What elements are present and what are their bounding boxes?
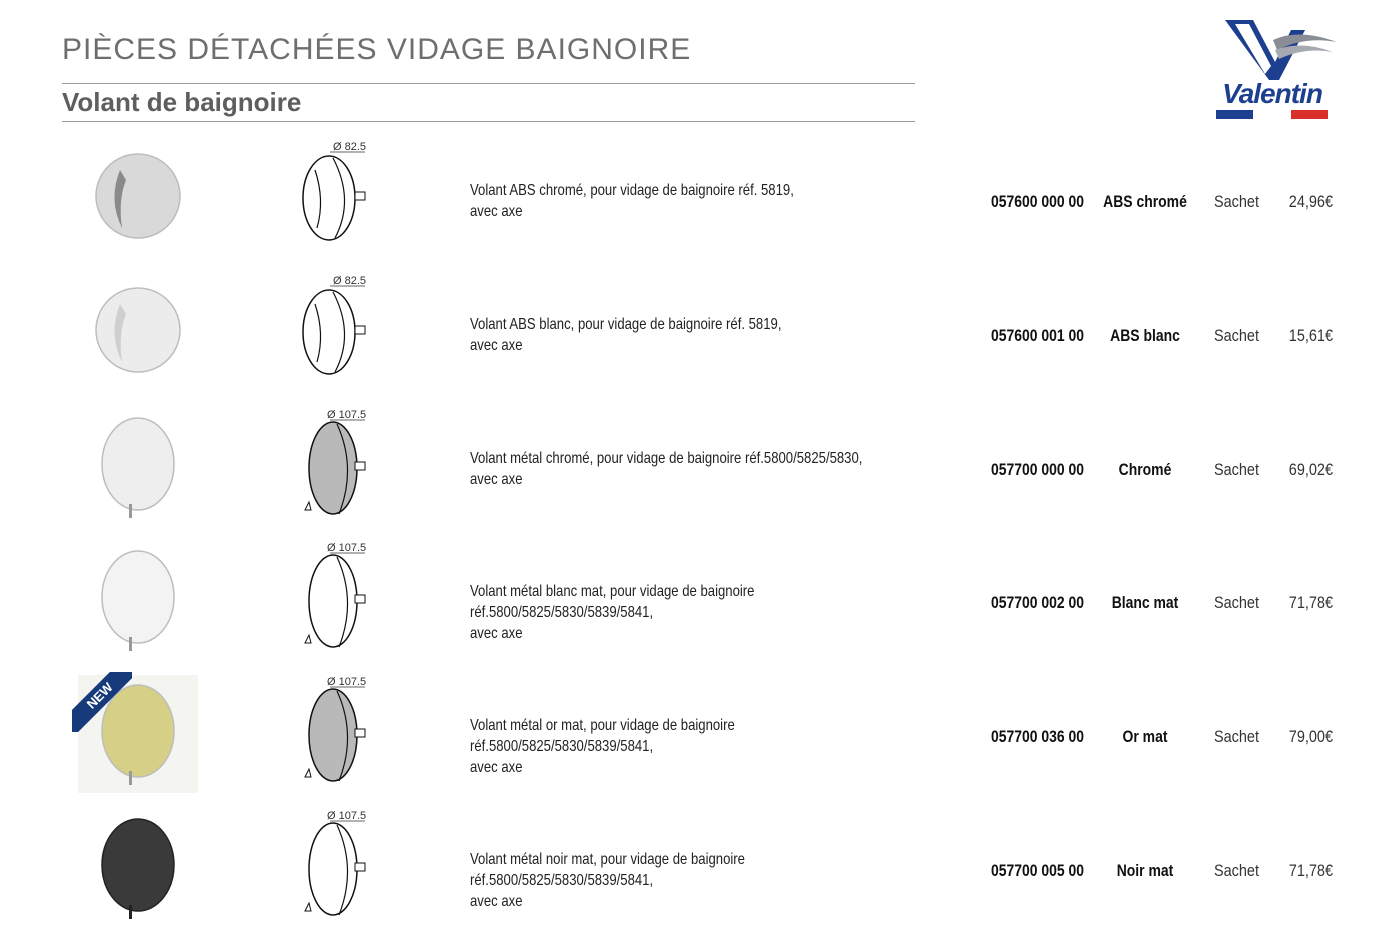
- product-description-line1: Volant métal chromé, pour vidage de baignoire réf.5800/5825/5830,: [470, 450, 863, 467]
- product-reference: 057700 000 00: [991, 460, 1085, 479]
- subtitle-divider: [62, 121, 915, 122]
- product-description: [470, 314, 880, 356]
- product-description: [470, 715, 880, 778]
- product-finish: Noir mat: [1116, 861, 1174, 880]
- product-finish: Blanc mat: [1111, 593, 1179, 612]
- product-description-line1: Volant ABS chromé, pour vidage de baignoire réf. 5819,: [470, 182, 794, 199]
- product-packaging: Sachet: [1214, 192, 1259, 211]
- dimension-label: Ø 107.5: [327, 542, 367, 554]
- technical-drawing: [285, 408, 385, 538]
- product-packaging: Sachet: [1214, 326, 1259, 345]
- product-row: [0, 274, 1399, 408]
- product-reference: 057600 000 00: [991, 192, 1085, 211]
- dimension-label: Ø 82.5: [333, 275, 367, 287]
- technical-drawing: [285, 140, 385, 270]
- product-row: [0, 408, 1399, 542]
- product-finish: Or mat: [1122, 727, 1168, 746]
- product-price: 15,61€: [1288, 326, 1333, 345]
- new-badge-label: NEW: [72, 672, 132, 732]
- product-packaging: Sachet: [1214, 460, 1259, 479]
- product-price: 71,78€: [1288, 593, 1333, 612]
- product-packaging: Sachet: [1214, 861, 1259, 880]
- page-title: PIÈCES DÉTACHÉES VIDAGE BAIGNOIRE: [62, 33, 692, 66]
- brand-name: Valentin: [1222, 78, 1322, 109]
- product-price: 79,00€: [1288, 727, 1333, 746]
- product-price: 71,78€: [1288, 861, 1333, 880]
- product-photo: [78, 809, 198, 929]
- product-description-line1: Volant métal noir mat, pour vidage de baignoire réf.5800/5825/5830/5839/5841,: [470, 851, 745, 889]
- product-photo: [78, 274, 198, 394]
- section-subtitle: Volant de baignoire: [62, 87, 302, 117]
- product-packaging: Sachet: [1214, 593, 1259, 612]
- product-reference: 057700 036 00: [991, 727, 1085, 746]
- product-finish: ABS blanc: [1110, 326, 1180, 345]
- product-description-line2: avec axe: [470, 893, 523, 910]
- product-photo: [78, 541, 198, 661]
- product-packaging: Sachet: [1214, 727, 1259, 746]
- product-description-line2: avec axe: [470, 471, 523, 488]
- technical-drawing: [285, 809, 385, 939]
- product-row: [0, 541, 1399, 675]
- product-description: [470, 849, 880, 912]
- product-photo: [78, 408, 198, 528]
- technical-drawing: [285, 675, 385, 805]
- product-row: [0, 140, 1399, 274]
- product-description-line2: avec axe: [470, 203, 523, 220]
- product-description-line2: avec axe: [470, 625, 523, 642]
- dimension-label: Ø 107.5: [327, 409, 367, 421]
- product-row: [0, 809, 1399, 943]
- dimension-label: Ø 107.5: [327, 676, 367, 688]
- product-reference: 057600 001 00: [991, 326, 1085, 345]
- product-description-line2: avec axe: [470, 337, 523, 354]
- product-description-line1: Volant métal blanc mat, pour vidage de baignoire réf.5800/5825/5830/5839/5841,: [470, 583, 755, 621]
- product-description-line1: Volant ABS blanc, pour vidage de baignoire réf. 5819,: [470, 316, 782, 333]
- flag-stripe: [1216, 110, 1328, 119]
- product-finish: ABS chromé: [1103, 192, 1187, 211]
- technical-drawing: [285, 274, 385, 404]
- dimension-label: Ø 107.5: [327, 810, 367, 822]
- product-reference: 057700 005 00: [991, 861, 1085, 880]
- product-description-line2: avec axe: [470, 759, 523, 776]
- dimension-label: Ø 82.5: [333, 141, 367, 153]
- title-divider: [62, 83, 915, 84]
- product-reference: 057700 002 00: [991, 593, 1085, 612]
- product-description: [470, 180, 880, 222]
- technical-drawing: [285, 541, 385, 671]
- product-price: 24,96€: [1288, 192, 1333, 211]
- product-description-line1: Volant métal or mat, pour vidage de baignoire réf.5800/5825/5830/5839/5841,: [470, 717, 735, 755]
- product-row: [0, 675, 1399, 809]
- product-description: [470, 581, 880, 644]
- product-price: 69,02€: [1288, 460, 1333, 479]
- product-photo: [78, 140, 198, 260]
- product-finish: Chromé: [1118, 460, 1172, 479]
- product-description: [470, 448, 880, 490]
- new-badge: [72, 672, 132, 732]
